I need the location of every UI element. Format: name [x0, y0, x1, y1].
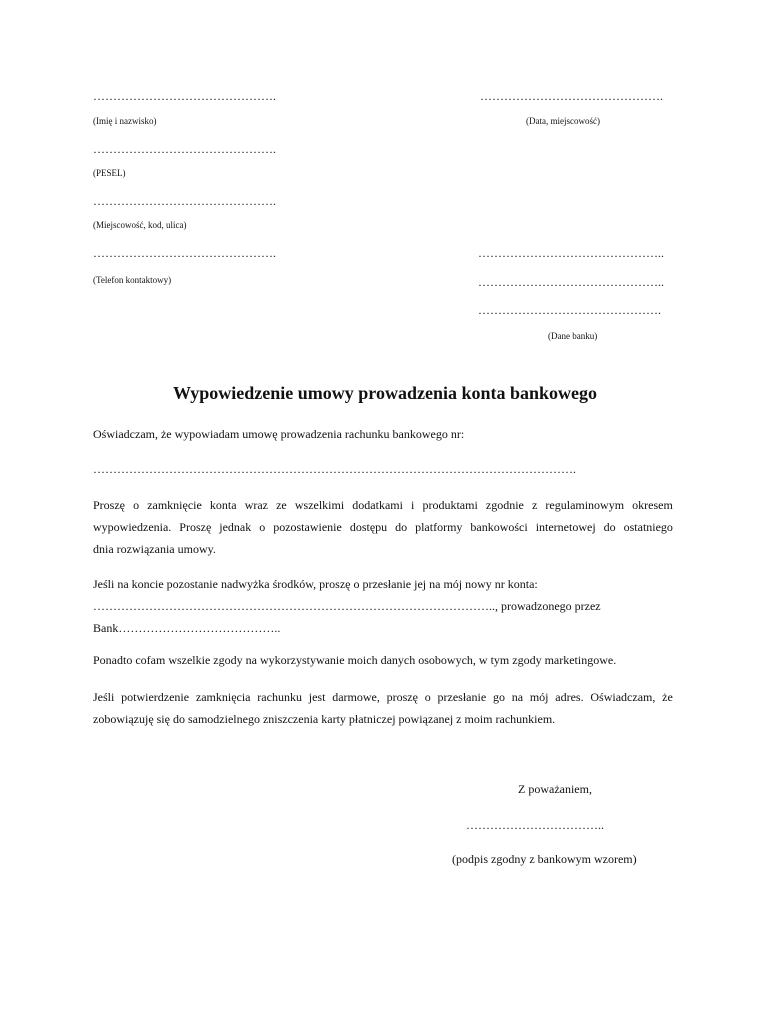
word: wszelkimi — [294, 498, 345, 512]
paragraph-closing-request — [93, 494, 673, 560]
bank-dots-2: ……………………………………….. — [478, 275, 664, 289]
paragraph-consent-withdrawal: Ponadto cofam wszelkie zgody na wykorzystywanie moich danych osobowych, w tym zgody marketingowe. — [93, 653, 617, 667]
address-label: (Miejscowość, kod, ulica) — [93, 220, 187, 230]
word: zamknięcia — [195, 690, 251, 704]
word: z — [531, 498, 538, 512]
word: o — [424, 690, 431, 704]
word: na — [511, 690, 524, 704]
word: o — [133, 498, 140, 512]
word: dodatkami — [352, 498, 403, 512]
word: ze — [276, 498, 287, 512]
word: proszę — [386, 690, 418, 704]
signature-label: (podpis zgodny z bankowym wzorem) — [452, 852, 637, 866]
statement-text: Oświadczam, że wypowiadam umowę prowadzenia rachunku bankowego nr: — [93, 427, 465, 441]
word: zamknięcie — [147, 498, 202, 512]
word: Proszę — [179, 520, 212, 534]
word: jednak — [219, 520, 252, 534]
phone-dots: ………………………………………. — [93, 246, 276, 260]
paragraph-confirmation-line-2: zobowiązuję się do samodzielnego zniszczenia karty płatniczej powiązanej z moim rachunkiem. — [93, 712, 556, 726]
word: rachunku — [257, 690, 302, 704]
word: wypowiedzenia. — [93, 520, 172, 534]
word: wraz — [244, 498, 269, 512]
word: go — [492, 690, 505, 704]
word: darmowe, — [332, 690, 380, 704]
paragraph-transfer-line-3: Bank………………………………….. — [93, 621, 281, 635]
paragraph-confirmation-line-1 — [93, 686, 673, 708]
word: ostatniego — [623, 520, 673, 534]
address-dots: ………………………………………. — [93, 194, 276, 208]
paragraph-transfer-line-1: Jeśli na koncie pozostanie nadwyżka środków, proszę o przesłanie jej na mój nowy nr konta: — [93, 577, 538, 591]
name-dots: ………………………………………. — [93, 89, 276, 103]
word: produktami — [422, 498, 478, 512]
bank-dots-1: ……………………………………….. — [478, 246, 664, 260]
paragraph-transfer — [93, 573, 673, 639]
bank-label: (Dane banku) — [548, 331, 598, 341]
signature-dots: …………………………….. — [466, 818, 604, 832]
word: do — [603, 520, 616, 534]
account-number-dots: …………………………………………………………………………………………………………. — [93, 462, 576, 476]
phone-label: (Telefon kontaktowy) — [93, 275, 172, 285]
word: internetowej — [535, 520, 596, 534]
word: bankowości — [470, 520, 528, 534]
word: że — [662, 690, 673, 704]
word: dostępu — [349, 520, 388, 534]
document-title: Wypowiedzenie umowy prowadzenia konta bankowego — [172, 383, 598, 403]
word: do — [395, 520, 408, 534]
paragraph-closing-line-2 — [93, 516, 673, 538]
date-place-label: (Data, miejscowość) — [526, 116, 600, 126]
name-label: (Imię i nazwisko) — [93, 116, 157, 126]
word: jest — [308, 690, 326, 704]
pesel-label: (PESEL) — [93, 168, 126, 178]
paragraph-confirmation — [93, 686, 673, 730]
word: zgodnie — [485, 498, 524, 512]
word: potwierdzenie — [121, 690, 190, 704]
word: o — [259, 520, 266, 534]
word: konta — [209, 498, 237, 512]
closing-greeting: Z poważaniem, — [518, 782, 592, 796]
paragraph-closing-line-1 — [93, 494, 673, 516]
word: okresem — [632, 498, 673, 512]
word: Jeśli — [93, 690, 115, 704]
word: pozostawienie — [273, 520, 342, 534]
word: Proszę — [93, 498, 125, 512]
word: regulaminowym — [545, 498, 625, 512]
word: adres. — [555, 690, 584, 704]
word: i — [411, 498, 415, 512]
paragraph-closing-line-3: dnia rozwiązania umowy. — [93, 542, 216, 556]
paragraph-transfer-line-2: ……………………………………………………………………………………….., prowadzonego przez — [93, 599, 601, 613]
word: platformy — [415, 520, 463, 534]
word: Oświadczam, — [590, 690, 656, 704]
word: przesłanie — [437, 690, 487, 704]
bank-dots-3: ………………………………………. — [478, 303, 661, 317]
pesel-dots: ………………………………………. — [93, 142, 276, 156]
word: mój — [529, 690, 549, 704]
date-place-dots: ………………………………………. — [480, 89, 663, 103]
